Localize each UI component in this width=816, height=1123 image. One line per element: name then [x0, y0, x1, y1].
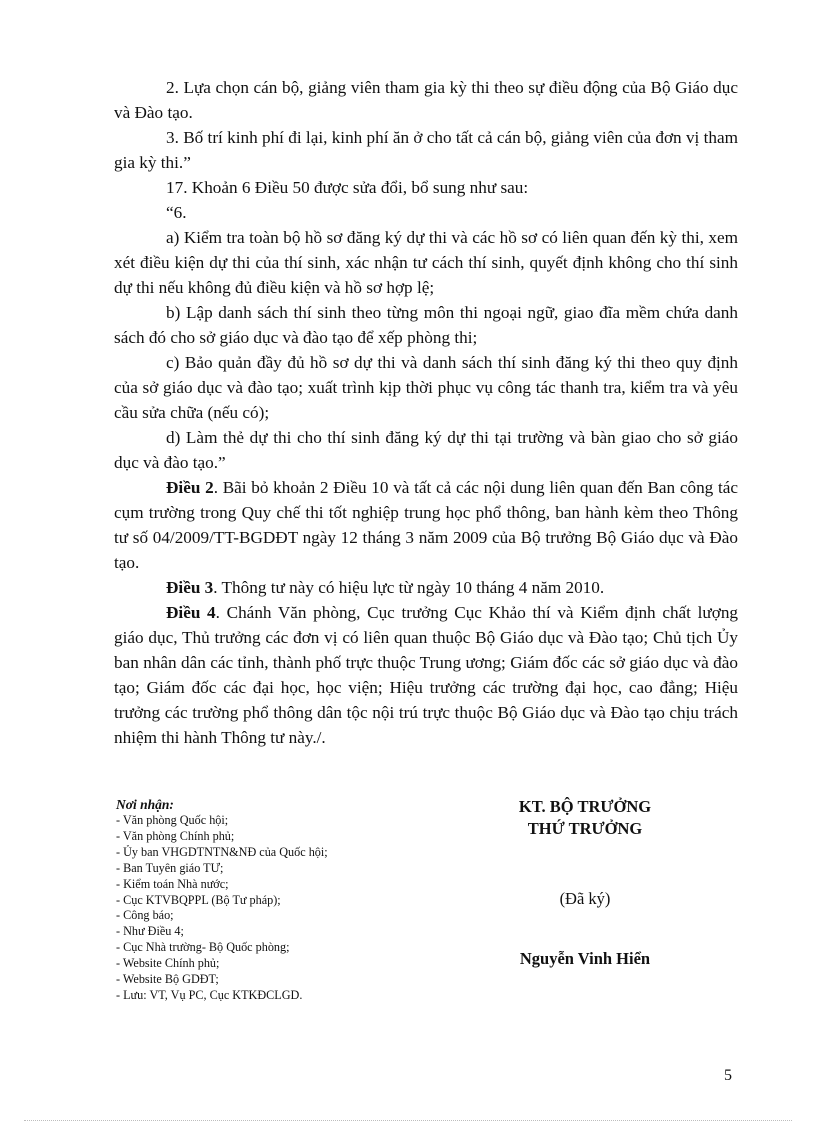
recipient-item: - Công báo;: [116, 908, 174, 923]
signature-title-line1: KT. BỘ TRƯỞNG: [518, 797, 652, 816]
article-4-label: Điều 4: [166, 603, 216, 622]
paragraph-clause-17: 17. Khoản 6 Điều 50 được sửa đổi, bổ sung như sau:: [166, 178, 529, 197]
recipient-item: - Cục KTVBQPPL (Bộ Tư pháp);: [116, 892, 281, 907]
signer-name: Nguyễn Vinh Hiển: [519, 949, 651, 968]
paragraph-point-d: d) Làm thẻ dự thi cho thí sinh đăng ký dự thi tại trường và bàn giao cho sở giáo dục và đào tạo.”: [114, 428, 738, 472]
recipient-item: - Ủy ban VHGDTNTN&NĐ của Quốc hội;: [116, 844, 328, 859]
signed-note: (Đã ký): [559, 889, 611, 908]
article-3: [114, 575, 738, 600]
article-4: [114, 600, 738, 750]
page-number: 5: [724, 1067, 732, 1084]
article-3-text: . Thông tư này có hiệu lực từ ngày 10 tháng 4 năm 2010.: [213, 578, 605, 597]
recipient-item: - Website Bộ GDĐT;: [116, 972, 219, 987]
recipient-item: - Như Điều 4;: [116, 924, 184, 939]
recipient-item: - Văn phòng Quốc hội;: [116, 813, 229, 827]
article-2: [114, 475, 738, 575]
recipients-heading: Nơi nhận:: [116, 797, 174, 812]
paragraph-quote-6: “6.: [166, 203, 187, 222]
paragraph-item-3: 3. Bố trí kinh phí đi lại, kinh phí ăn ở cho tất cả cán bộ, giảng viên của đơn vị tham gia kỳ thi.”: [114, 128, 738, 172]
recipients-list: [116, 813, 436, 1004]
article-4-text: . Chánh Văn phòng, Cục trưởng Cục Khảo thí và Kiểm định chất lượng giáo dục, Thủ trưởng các đơn vị có liên quan thuộc Bộ Giáo dục và Đào tạo; Chủ tịch Ủy ban nhân dân các tỉnh, thành phố trực thuộc Trung ương; Giám đốc các sở giáo dục và đào tạo; Giám đốc các đại học, học viện; Hiệu trưởng các trường đại học, cao đẳng; Hiệu trưởng các trường phổ thông dân tộc nội trú trực thuộc Bộ Giáo dục và Đào tạo chịu trách nhiệm thi hành Thông tư này./.: [114, 603, 739, 747]
article-3-label: Điều 3: [166, 578, 214, 597]
paragraph-item-2: 2. Lựa chọn cán bộ, giảng viên tham gia kỳ thi theo sự điều động của Bộ Giáo dục và Đào tạo.: [114, 78, 738, 122]
paragraph-point-c: c) Bảo quản đầy đủ hồ sơ dự thi và danh sách thí sinh đăng ký thi theo quy định của sở giáo dục và đào tạo; xuất trình kịp thời phục vụ công tác thanh tra, kiểm tra và yêu cầu sửa chữa (nếu có);: [114, 353, 738, 422]
article-2-label: Điều 2: [166, 478, 214, 497]
page-bottom-divider: [24, 1120, 792, 1121]
recipient-item: - Cục Nhà trường- Bộ Quốc phòng;: [116, 940, 290, 955]
recipients-block: [116, 796, 436, 1004]
paragraph-point-b: b) Lập danh sách thí sinh theo từng môn thi ngoại ngữ, giao đĩa mềm chứa danh sách đó cho sở giáo dục và đào tạo để xếp phòng thi;: [114, 303, 738, 347]
document-body: [114, 75, 738, 750]
article-2-text: . Bãi bỏ khoản 2 Điều 10 và tất cả các nội dung liên quan đến Ban công tác cụm trường trong Quy chế thi tốt nghiệp trung học phổ thông, ban hành kèm theo Thông tư số 04/2009/TT-BGDĐT ngày 12 tháng 3 năm 2009 của Bộ trưởng Bộ Giáo dục và Đào tạo.: [114, 478, 739, 572]
recipient-item: - Ban Tuyên giáo TƯ;: [116, 860, 224, 875]
recipient-item: - Lưu: VT, Vụ PC, Cục KTKĐCLGD.: [116, 987, 303, 1002]
signature-title-line2: THỨ TRƯỞNG: [527, 819, 643, 838]
recipient-item: - Website Chính phủ;: [116, 956, 220, 971]
signature-block: [475, 796, 695, 970]
recipient-item: - Văn phòng Chính phủ;: [116, 828, 235, 843]
paragraph-point-a: a) Kiểm tra toàn bộ hồ sơ đăng ký dự thi và các hồ sơ có liên quan đến kỳ thi, xem xét điều kiện dự thi của thí sinh, xác nhận tư cách thí sinh, quyết định không cho thí sinh dự thi nếu không đủ điều kiện và hồ sơ hợp lệ;: [114, 228, 738, 297]
recipient-item: - Kiểm toán Nhà nước;: [116, 876, 229, 891]
